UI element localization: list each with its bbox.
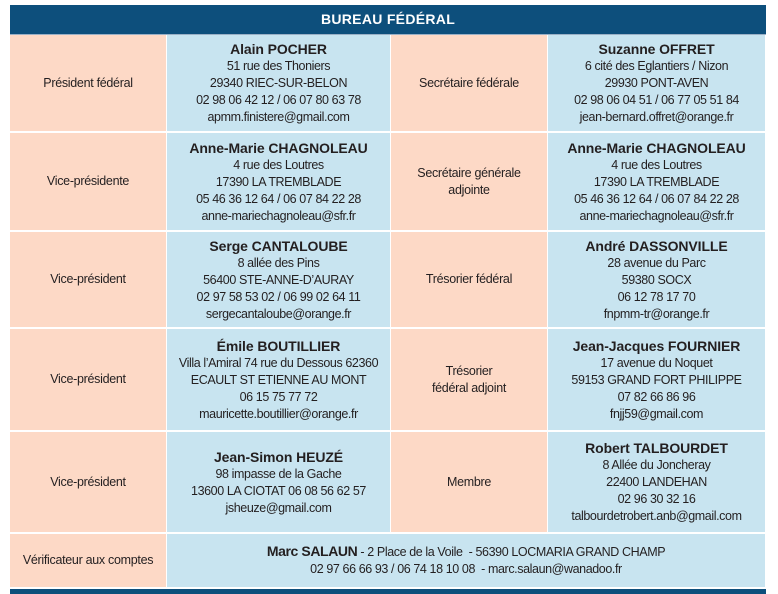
phone: 07 82 66 86 96 <box>617 389 696 404</box>
contact-cell <box>167 35 391 133</box>
phone: 06 12 78 17 70 <box>617 289 696 304</box>
role-cell <box>10 133 167 232</box>
auditor-line-2: 02 97 66 66 93 / 06 74 18 10 08 - marc.salaun@wanadoo.fr <box>310 562 622 576</box>
role-cell <box>10 534 167 589</box>
address-line: 8 Allée du Joncheray <box>602 458 711 472</box>
member-name: Alain POCHER <box>230 41 327 57</box>
contact-cell <box>548 232 766 329</box>
email: fnpmm-tr@orange.fr <box>603 306 710 321</box>
member-name: Jean-Jacques FOURNIER <box>572 337 741 354</box>
role-cell <box>391 232 548 329</box>
email: jean-bernard.offret@orange.fr <box>579 110 734 124</box>
member-name: André DASSONVILLE <box>585 237 728 254</box>
phone: 02 98 06 04 51 / 06 77 05 51 84 <box>574 93 739 107</box>
role-label: fédéral adjoint <box>431 380 507 395</box>
role-label: Trésorier <box>445 363 493 378</box>
address-line: 4 rue des Loutres <box>611 157 702 172</box>
email: sergecantaloube@orange.fr <box>205 306 352 321</box>
role-label: Secrétaire générale <box>417 165 521 180</box>
phone: 05 46 36 12 64 / 06 07 84 22 28 <box>196 191 361 206</box>
role-cell <box>391 35 548 133</box>
role-label: adjointe <box>448 182 490 197</box>
role-cell <box>391 432 548 534</box>
role-label: Membre <box>446 474 492 489</box>
footer-bar <box>10 589 766 594</box>
email: fnjj59@gmail.com <box>609 406 704 421</box>
member-name: Jean-Simon HEUZÉ <box>213 448 344 465</box>
address-line: ECAULT ST ETIENNE AU MONT <box>190 372 367 387</box>
email: anne-mariechagnoleau@sfr.fr <box>201 208 356 223</box>
address-line: 17390 LA TREMBLADE <box>215 174 342 189</box>
address-line: - 2 Place de la Voile - 56390 LOCMARIA GRAND CHAMP <box>357 545 666 559</box>
member-name: Anne-Marie CHAGNOLEAU <box>567 139 746 156</box>
role-label: Trésorier fédéral <box>425 272 513 286</box>
address-line: 8 allée des Pins <box>237 255 320 270</box>
phone: 02 97 58 53 02 / 06 99 02 64 11 <box>196 289 361 304</box>
address-line: 13600 LA CIOTAT 06 08 56 62 57 <box>191 483 366 498</box>
role-cell <box>10 329 167 432</box>
role-cell <box>10 432 167 534</box>
table-title: BUREAU FÉDÉRAL <box>10 5 766 35</box>
contact-cell <box>167 133 391 232</box>
address-line: 22400 LANDEHAN <box>606 475 707 489</box>
bureau-federal-table <box>10 5 766 589</box>
address-line: 98 impasse de la Gache <box>215 466 342 481</box>
role-cell <box>10 35 167 133</box>
address-line: 59153 GRAND FORT PHILIPPE <box>571 372 742 387</box>
member-name: Robert TALBOURDET <box>585 440 728 456</box>
email: apmm.finistere@gmail.com <box>207 110 350 124</box>
contact-cell <box>167 232 391 329</box>
phone: 02 98 06 42 12 / 06 07 80 63 78 <box>196 93 361 107</box>
role-label: Vice-président <box>50 372 126 386</box>
auditor-line-1 <box>267 543 665 561</box>
member-name: Anne-Marie CHAGNOLEAU <box>189 139 368 156</box>
address-line: 59380 SOCX <box>621 272 692 287</box>
address-line: 17390 LA TREMBLADE <box>593 174 720 189</box>
contact-cell <box>167 534 766 589</box>
role-label: Vice-présidente <box>46 174 130 188</box>
address-line: 17 avenue du Noquet <box>600 355 713 370</box>
member-name: Serge CANTALOUBE <box>209 237 348 254</box>
email: talbourdetrobert.anb@gmail.com <box>571 509 742 523</box>
address-line: 29930 PONT-AVEN <box>604 76 709 90</box>
auditor-row <box>10 534 766 589</box>
contact-cell <box>167 329 391 432</box>
email: mauricette.boutillier@orange.fr <box>199 406 358 421</box>
member-name: Marc SALAUN <box>266 543 358 559</box>
role-label: Vérificateur aux comptes <box>22 553 154 567</box>
role-label: Secrétaire fédérale <box>419 75 519 90</box>
email: jsheuze@gmail.com <box>225 500 332 515</box>
contact-cell <box>548 35 766 133</box>
address-line: 29340 RIEC-SUR-BELON <box>209 76 348 90</box>
address-line: 56400 STE-ANNE-D’AURAY <box>203 272 354 287</box>
contact-cell <box>167 432 391 534</box>
role-cell <box>391 133 548 232</box>
address-line: 51 rue des Thoniers <box>226 59 331 73</box>
role-cell <box>10 232 167 329</box>
member-name: Émile BOUTILLIER <box>216 337 341 354</box>
address-line: 6 cité des Eglantiers / Nizon <box>584 59 729 73</box>
email: anne-mariechagnoleau@sfr.fr <box>579 208 734 223</box>
address-line: 4 rue des Loutres <box>233 157 324 172</box>
role-label: Vice-président <box>50 474 126 489</box>
phone: 05 46 36 12 64 / 06 07 84 22 28 <box>574 191 739 206</box>
contact-cell <box>548 133 766 232</box>
role-cell <box>391 329 548 432</box>
address-line: Villa l’Amiral 74 rue du Dessous 62360 <box>178 355 379 370</box>
phone: 06 15 75 77 72 <box>239 389 318 404</box>
members-grid <box>10 35 766 534</box>
address-line: 28 avenue du Parc <box>607 255 706 270</box>
role-label: Président fédéral <box>43 75 133 90</box>
contact-cell <box>548 329 766 432</box>
contact-cell <box>548 432 766 534</box>
phone: 02 96 30 32 16 <box>617 492 696 506</box>
role-label: Vice-président <box>50 272 126 286</box>
member-name: Suzanne OFFRET <box>598 41 715 57</box>
